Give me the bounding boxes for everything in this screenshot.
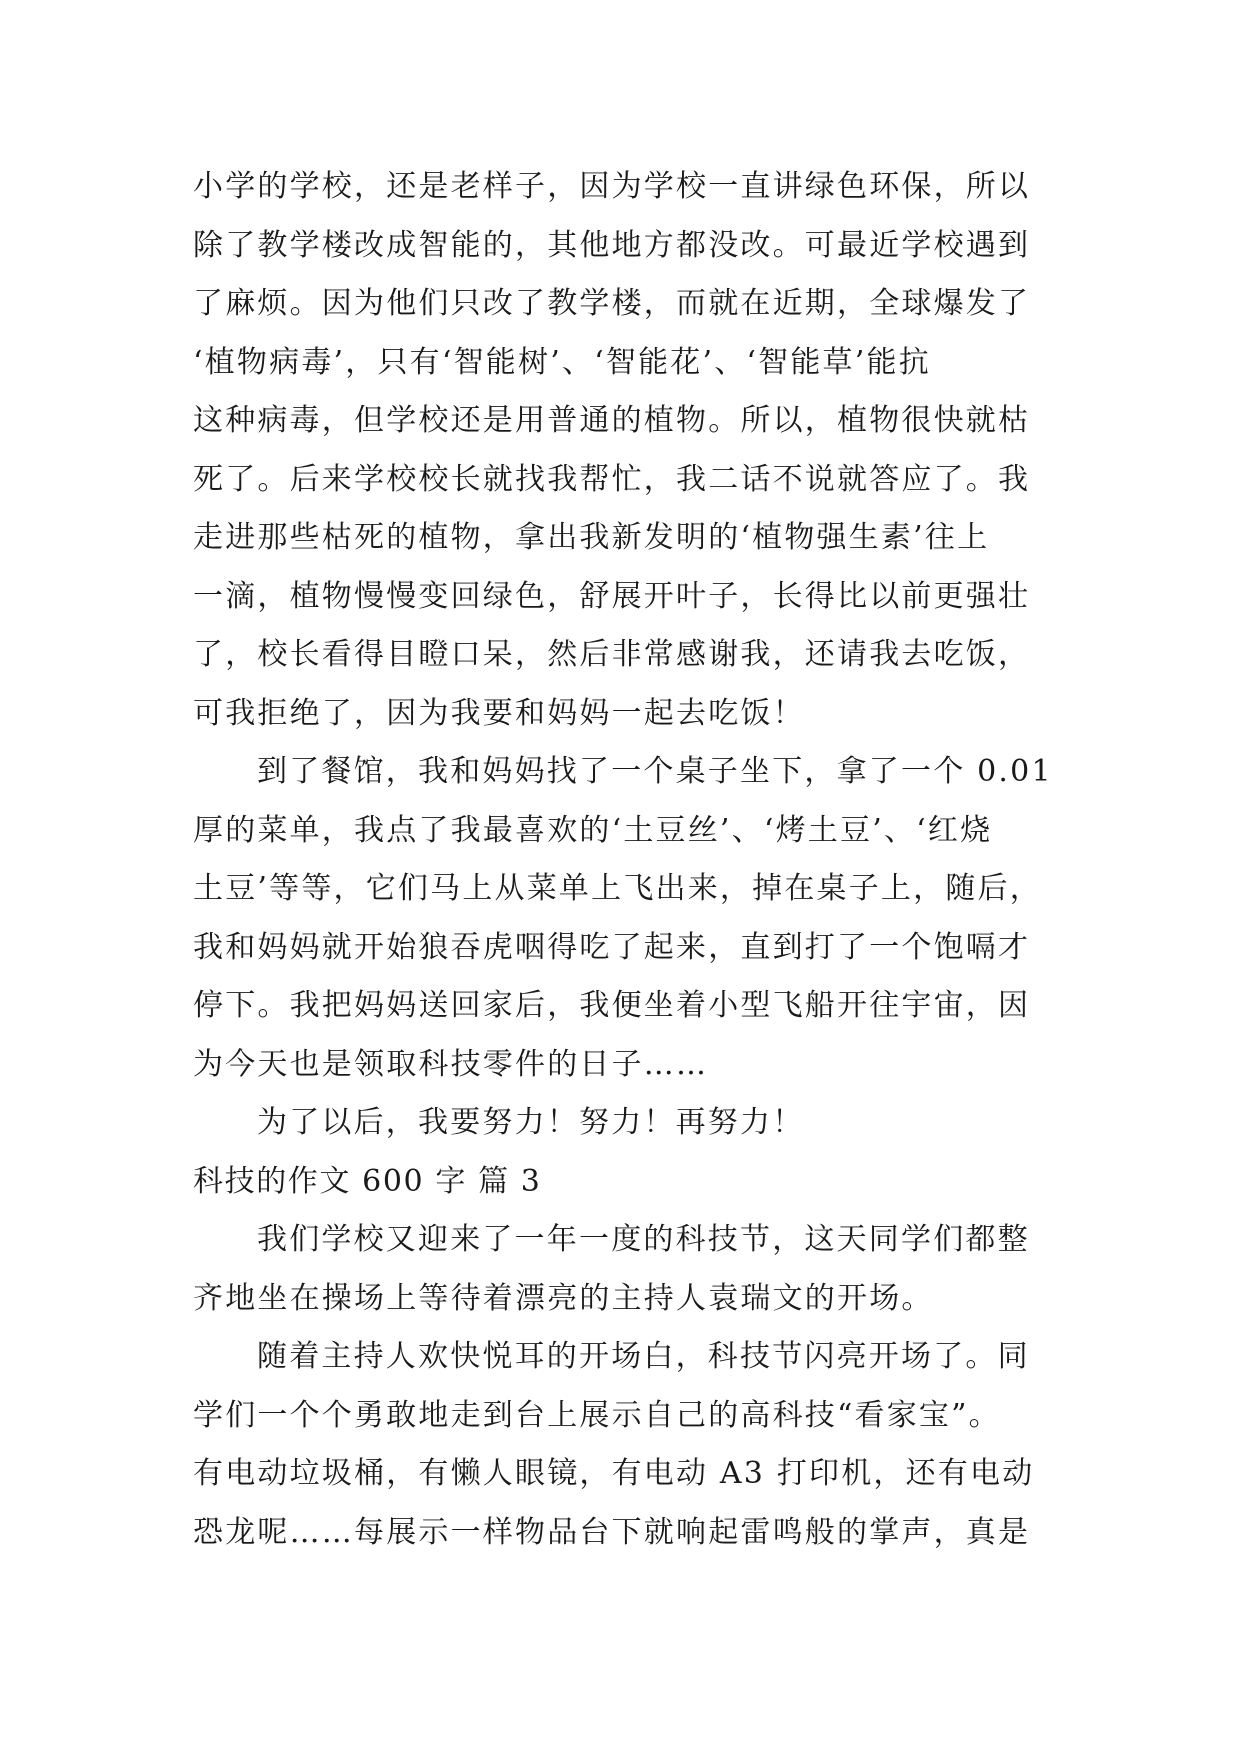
- text-line: 一滴，植物慢慢变回绿色，舒展开叶子，长得比以前更强壮: [193, 578, 1031, 614]
- text-line: 停下。我把妈妈送回家后，我便坐着小型飞船开往宇宙，因: [193, 988, 1031, 1023]
- text-line: 这种病毒，但学校还是用普通的植物。所以，植物很快就枯: [193, 403, 1031, 438]
- text-line: 走进那些枯死的植物，拿出我新发明的‘植物强生素’往上: [193, 520, 990, 555]
- paragraph: [193, 1328, 1045, 1562]
- text-line: 小学的学校，还是老样子，因为学校一直讲绿色环保，所以: [193, 169, 1031, 204]
- text-line: 齐地坐在操场上等待着漂亮的主持人袁瑞文的开场。: [193, 1280, 934, 1316]
- text-line: 死了。后来学校校长就找我帮忙，我二话不说就答应了。我: [193, 461, 1031, 497]
- section-heading: [193, 1153, 1045, 1212]
- paragraph: [193, 158, 1045, 743]
- text-line: 到了餐馆，我和妈妈找了一个桌子坐下，拿了一个 0.01: [257, 754, 1053, 789]
- text-line: 我和妈妈就开始狼吞虎咽得吃了起来，直到打了一个饱嗝才: [193, 929, 1031, 965]
- text-line: 恐龙呢……每展示一样物品台下就响起雷鸣般的掌声，真是: [193, 1514, 1031, 1550]
- text-line: 除了教学楼改成智能的，其他地方都没改。可最近学校遇到: [193, 227, 1031, 263]
- text-line: 了，校长看得目瞪口呆，然后非常感谢我，还请我去吃饭，: [193, 637, 1031, 672]
- text-line: 为今天也是领取科技零件的日子……: [193, 1046, 709, 1082]
- text-line: 了麻烦。因为他们只改了教学楼，而就在近期，全球爆发了: [193, 286, 1031, 321]
- heading-text: 科技的作文 600 字 篇 3: [193, 1163, 542, 1199]
- text-line: 学们一个个勇敢地走到台上展示自己的高科技“看家宝”。: [193, 1397, 1001, 1433]
- text-line: 为了以后，我要努力！努力！再努力！: [257, 1105, 805, 1140]
- text-line: ‘植物病毒’，只有‘智能树’、‘智能花’、‘智能草’能抗: [193, 344, 931, 380]
- text-line: 厚的菜单，我点了我最喜欢的‘土豆丝’、‘烤土豆’、‘红烧: [193, 812, 993, 848]
- text-line: 有电动垃圾桶，有懒人眼镜，有电动 A3 打印机，还有电动: [193, 1456, 1035, 1491]
- paragraph: [193, 1094, 1045, 1153]
- text-line: 我们学校又迎来了一年一度的科技节，这天同学们都整: [257, 1222, 1030, 1257]
- text-line: 土豆’等等，它们马上从菜单上飞出来，掉在桌子上，随后，: [193, 871, 1042, 906]
- text-line: 可我拒绝了，因为我要和妈妈一起去吃饭！: [193, 695, 805, 731]
- document-body: [193, 158, 1053, 1562]
- paragraph: [193, 1211, 1045, 1328]
- text-line: 随着主持人欢快悦耳的开场白，科技节闪亮开场了。同: [257, 1339, 1030, 1374]
- paragraph: [193, 743, 1053, 1094]
